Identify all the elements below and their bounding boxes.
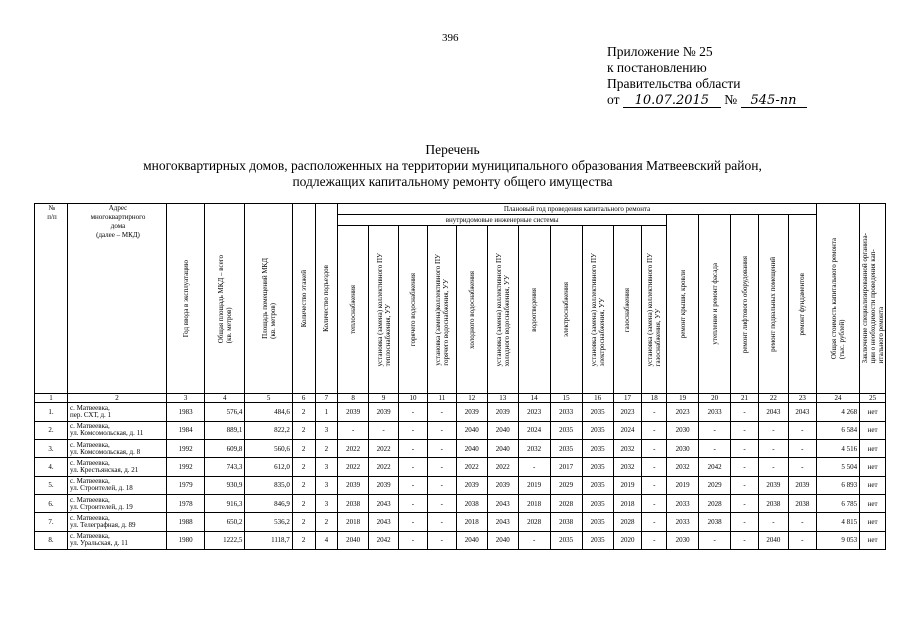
header-facade: утепление и ремонт фасада: [699, 215, 731, 394]
table-cell: 2040: [487, 440, 518, 458]
table-cell: 4 815: [816, 513, 859, 531]
table-cell: 2: [292, 495, 315, 513]
table-cell: 2018: [518, 495, 550, 513]
address-cell: с. Матвеевка, ул. Комсомольская, д. 8: [68, 440, 167, 458]
header-num: № п/п: [35, 204, 68, 394]
header-total-cost: Общая стоимость капитального ремонта (тыс. рублей): [816, 204, 859, 394]
table-cell: 1979: [167, 476, 205, 494]
column-number-cell: 2: [68, 394, 167, 403]
table-cell: 2022: [369, 458, 399, 476]
table-cell: 2043: [369, 513, 399, 531]
table-cell: 2035: [550, 440, 582, 458]
table-cell: -: [731, 476, 759, 494]
table-cell: 1984: [167, 421, 205, 439]
table-cell: -: [399, 476, 428, 494]
table-cell: 2033: [550, 403, 582, 421]
table-cell: 2040: [487, 531, 518, 549]
table-cell: -: [642, 513, 667, 531]
table-cell: 2024: [518, 421, 550, 439]
header-gas: газоснабжения: [613, 226, 642, 394]
header-hot-water: горячего водоснабжения: [399, 226, 428, 394]
table-cell: 2029: [550, 476, 582, 494]
column-number-cell: 12: [456, 394, 487, 403]
appendix-title: Приложение № 25: [607, 44, 713, 59]
table-cell: 536,2: [245, 513, 292, 531]
table-cell: -: [699, 440, 731, 458]
table-cell: -: [399, 513, 428, 531]
header-drainage: водоотведения: [518, 226, 550, 394]
table-cell: 612,0: [245, 458, 292, 476]
page-number: 396: [442, 32, 459, 44]
table-cell: -: [758, 458, 788, 476]
table-cell: -: [642, 403, 667, 421]
header-premises-area: Площадь помещений МКД (кв. метров): [245, 204, 292, 394]
column-number-cell: 16: [582, 394, 613, 403]
document-title: [0, 142, 905, 190]
table-cell: -: [758, 421, 788, 439]
table-cell: 2040: [456, 421, 487, 439]
table-cell: 2032: [667, 458, 699, 476]
address-cell: с. Матвеевка, ул. Строителей, д. 19: [68, 495, 167, 513]
table-cell: 1980: [167, 531, 205, 549]
table-cell: 2035: [582, 495, 613, 513]
table-cell: 2023: [518, 403, 550, 421]
table-cell: 2043: [487, 495, 518, 513]
table-cell: 2019: [613, 476, 642, 494]
table-cell: -: [427, 476, 456, 494]
table-cell: -: [642, 440, 667, 458]
column-number-cell: 4: [205, 394, 245, 403]
table-cell: 2: [315, 513, 338, 531]
row-number-cell: 1.: [35, 403, 68, 421]
table-cell: 2040: [456, 440, 487, 458]
table-cell: 2: [292, 403, 315, 421]
table-row: [35, 513, 886, 531]
table-cell: 3: [315, 495, 338, 513]
table-cell: 2020: [613, 531, 642, 549]
table-cell: 2018: [456, 513, 487, 531]
table-cell: 1992: [167, 458, 205, 476]
header-electricity-meter: установка (замена) коллективного ПУ электроснабжения, УУ: [582, 226, 613, 394]
table-cell: -: [731, 421, 759, 439]
table-cell: -: [399, 440, 428, 458]
table-cell: 2030: [667, 421, 699, 439]
table-cell: -: [642, 476, 667, 494]
header-entrances: Количество подъездов: [315, 204, 338, 394]
table-cell: -: [427, 403, 456, 421]
appendix-block: [607, 44, 807, 108]
repair-schedule-table: [34, 203, 886, 550]
table-cell: нет: [860, 495, 886, 513]
table-cell: 5 504: [816, 458, 859, 476]
table-cell: -: [788, 440, 816, 458]
table-cell: 6 785: [816, 495, 859, 513]
table-cell: 6 893: [816, 476, 859, 494]
table-cell: -: [399, 403, 428, 421]
table-cell: 1978: [167, 495, 205, 513]
table-cell: -: [427, 531, 456, 549]
column-number-cell: 17: [613, 394, 642, 403]
address-cell: с. Матвеевка, ул. Уральская, д. 11: [68, 531, 167, 549]
table-cell: 2: [292, 458, 315, 476]
header-electricity: электроснабжения: [550, 226, 582, 394]
table-cell: -: [758, 440, 788, 458]
header-heat-meter: установка (замена) коллективного ПУ теплоснабжения, УУ: [369, 226, 399, 394]
table-cell: 2028: [613, 513, 642, 531]
table-cell: 4 268: [816, 403, 859, 421]
column-number-cell: 11: [427, 394, 456, 403]
column-number-cell: 9: [369, 394, 399, 403]
table-cell: -: [642, 531, 667, 549]
table-cell: 846,9: [245, 495, 292, 513]
table-cell: -: [369, 421, 399, 439]
table-cell: 2022: [456, 458, 487, 476]
table-cell: 2022: [338, 458, 369, 476]
table-cell: -: [642, 421, 667, 439]
row-number-cell: 8.: [35, 531, 68, 549]
table-cell: -: [642, 458, 667, 476]
table-cell: 4 516: [816, 440, 859, 458]
table-cell: -: [427, 513, 456, 531]
appendix-date-line: [607, 92, 807, 108]
table-cell: 2038: [338, 495, 369, 513]
table-cell: 2: [292, 531, 315, 549]
table-row: [35, 495, 886, 513]
number-prefix: №: [724, 92, 738, 107]
title-line-2: многоквартирных домов, расположенных на территории муниципального образования Матвеевский район,: [143, 158, 762, 173]
table-cell: 2038: [758, 495, 788, 513]
table-cell: 2017: [550, 458, 582, 476]
table-cell: -: [427, 458, 456, 476]
table-cell: 2023: [613, 403, 642, 421]
column-number-cell: 20: [699, 394, 731, 403]
table-cell: 2035: [582, 440, 613, 458]
table-cell: -: [427, 421, 456, 439]
table-row: [35, 403, 886, 421]
table-cell: 2: [292, 476, 315, 494]
table-cell: 560,6: [245, 440, 292, 458]
table-cell: -: [731, 513, 759, 531]
row-number-cell: 4.: [35, 458, 68, 476]
table-cell: 2042: [369, 531, 399, 549]
table-cell: 2039: [338, 403, 369, 421]
table-cell: -: [699, 421, 731, 439]
table-cell: 2040: [338, 531, 369, 549]
table-row: [35, 440, 886, 458]
table-cell: -: [399, 458, 428, 476]
column-number-cell: 18: [642, 394, 667, 403]
table-cell: 2039: [338, 476, 369, 494]
column-number-row: [35, 394, 886, 403]
handwritten-date: 10.07.2015: [623, 94, 721, 108]
table-cell: -: [518, 531, 550, 549]
table-cell: 2: [292, 513, 315, 531]
table-cell: 2032: [613, 440, 642, 458]
table-cell: 2018: [613, 495, 642, 513]
table-cell: 2039: [788, 476, 816, 494]
appendix-line-2: к постановлению: [607, 60, 707, 75]
table-cell: 2032: [518, 440, 550, 458]
table-cell: -: [699, 531, 731, 549]
header-elevator: ремонт лифтового оборудования: [731, 215, 759, 394]
column-number-cell: 23: [788, 394, 816, 403]
table-cell: -: [788, 458, 816, 476]
column-number-cell: 14: [518, 394, 550, 403]
table-cell: нет: [860, 458, 886, 476]
table-row: [35, 476, 886, 494]
table-cell: 2035: [550, 531, 582, 549]
table-cell: 2033: [667, 513, 699, 531]
table-cell: 2042: [699, 458, 731, 476]
table-cell: 2043: [758, 403, 788, 421]
column-number-cell: 8: [338, 394, 369, 403]
column-number-cell: 1: [35, 394, 68, 403]
address-cell: с. Матвеевка, ул. Телеграфная, д. 89: [68, 513, 167, 531]
table-cell: 2040: [456, 531, 487, 549]
column-number-cell: 3: [167, 394, 205, 403]
table-cell: 2039: [487, 403, 518, 421]
table-cell: 2043: [487, 513, 518, 531]
column-number-cell: 7: [315, 394, 338, 403]
table-cell: 2035: [582, 476, 613, 494]
address-cell: с. Матвеевка, ул. Крестьянская, д. 21: [68, 458, 167, 476]
table-cell: 2035: [582, 513, 613, 531]
appendix-line-3: Правительства области: [607, 76, 741, 91]
header-cold-water-meter: установка (замена) коллективного ПУ холодного водоснабжения, УУ: [487, 226, 518, 394]
table-cell: 2035: [582, 403, 613, 421]
table-cell: 2035: [582, 531, 613, 549]
column-number-cell: 5: [245, 394, 292, 403]
date-prefix: от: [607, 92, 620, 107]
table-cell: 1118,7: [245, 531, 292, 549]
table-cell: 835,0: [245, 476, 292, 494]
table-cell: 2039: [487, 476, 518, 494]
table-cell: 916,3: [205, 495, 245, 513]
table-cell: нет: [860, 531, 886, 549]
header-address: Адрес многоквартирного дома (далее – МКД): [68, 204, 167, 394]
address-cell: с. Матвеевка, пер. СХТ, д. 1: [68, 403, 167, 421]
table-cell: -: [731, 531, 759, 549]
table-cell: 2: [315, 440, 338, 458]
header-floors: Количество этажей: [292, 204, 315, 394]
header-row-1: [35, 204, 886, 215]
table-cell: 484,6: [245, 403, 292, 421]
address-cell: с. Матвеевка, ул. Строителей, д. 18: [68, 476, 167, 494]
table-cell: нет: [860, 440, 886, 458]
table-row: [35, 458, 886, 476]
column-number-cell: 6: [292, 394, 315, 403]
table-cell: 1222,5: [205, 531, 245, 549]
table-cell: 2038: [699, 513, 731, 531]
header-year-built: Год ввода в эксплуатацию: [167, 204, 205, 394]
table-cell: 3: [315, 458, 338, 476]
table-cell: 2022: [338, 440, 369, 458]
table-cell: 3: [315, 476, 338, 494]
table-cell: нет: [860, 403, 886, 421]
table-cell: 2035: [582, 458, 613, 476]
column-number-cell: 22: [758, 394, 788, 403]
table-cell: нет: [860, 476, 886, 494]
table-cell: -: [788, 531, 816, 549]
table-cell: 2023: [667, 403, 699, 421]
table-cell: -: [399, 531, 428, 549]
table-cell: 2030: [667, 440, 699, 458]
table-cell: 2019: [518, 476, 550, 494]
table-cell: -: [731, 458, 759, 476]
row-number-cell: 5.: [35, 476, 68, 494]
table-cell: 1983: [167, 403, 205, 421]
header-hot-water-meter: установка (замена)коллективного ПУ горячего водоснабжения, УУ: [427, 226, 456, 394]
title-line-3: подлежащих капитальному ремонту общего имущества: [292, 174, 613, 189]
table-cell: 2033: [667, 495, 699, 513]
table-cell: 650,2: [205, 513, 245, 531]
table-cell: -: [788, 513, 816, 531]
table-cell: 2040: [487, 421, 518, 439]
header-basement: ремонт подвальных помещений: [758, 215, 788, 394]
header-total-area: Общая площадь МКД – всего (кв. метров): [205, 204, 245, 394]
table-cell: 2039: [456, 403, 487, 421]
table-cell: 2038: [456, 495, 487, 513]
column-number-cell: 21: [731, 394, 759, 403]
column-number-cell: 10: [399, 394, 428, 403]
table-cell: -: [758, 513, 788, 531]
table-cell: 2039: [758, 476, 788, 494]
table-cell: нет: [860, 513, 886, 531]
handwritten-number: 545-пп: [741, 94, 807, 108]
table-cell: 930,9: [205, 476, 245, 494]
column-number-cell: 13: [487, 394, 518, 403]
table-cell: -: [427, 495, 456, 513]
table-cell: -: [427, 440, 456, 458]
table-cell: -: [788, 421, 816, 439]
table-cell: 4: [315, 531, 338, 549]
header-planned-year: Плановый год проведения капитального ремонта: [338, 204, 817, 215]
table-cell: 2038: [550, 513, 582, 531]
table-cell: 2: [292, 421, 315, 439]
table-cell: 2022: [369, 440, 399, 458]
column-number-cell: 24: [816, 394, 859, 403]
table-row: [35, 531, 886, 549]
header-conclusion: Заключение специализированной организа- ции о необходимости проведения кап- итального ремонта: [860, 204, 886, 394]
table-cell: 609,8: [205, 440, 245, 458]
table-cell: 3: [315, 421, 338, 439]
table-row: [35, 421, 886, 439]
header-foundation: ремонт фундаментов: [788, 215, 816, 394]
row-number-cell: 6.: [35, 495, 68, 513]
table-cell: 2043: [788, 403, 816, 421]
table-cell: 889,1: [205, 421, 245, 439]
table-cell: 2033: [699, 403, 731, 421]
table-cell: 2038: [788, 495, 816, 513]
table-cell: -: [338, 421, 369, 439]
table-cell: 2030: [667, 531, 699, 549]
table-cell: -: [731, 440, 759, 458]
table-cell: -: [642, 495, 667, 513]
table-cell: 576,4: [205, 403, 245, 421]
table-cell: 2: [292, 440, 315, 458]
table-cell: 9 053: [816, 531, 859, 549]
table-cell: 2043: [369, 495, 399, 513]
header-heat: теплоснабжения: [338, 226, 369, 394]
table-cell: -: [399, 421, 428, 439]
table-cell: -: [518, 458, 550, 476]
address-cell: с. Матвеевка, ул. Комсомольская, д. 11: [68, 421, 167, 439]
table-cell: 2032: [613, 458, 642, 476]
table-cell: 2039: [369, 476, 399, 494]
header-engineering-systems: внутридомовые инженерные системы: [338, 215, 667, 226]
table-cell: 2035: [582, 421, 613, 439]
table-cell: 2039: [456, 476, 487, 494]
table-cell: 2028: [550, 495, 582, 513]
row-number-cell: 3.: [35, 440, 68, 458]
table-cell: 2029: [699, 476, 731, 494]
table-cell: 2022: [487, 458, 518, 476]
table-cell: 2028: [699, 495, 731, 513]
table-cell: 1992: [167, 440, 205, 458]
header-roof: ремонт крыши, кровли: [667, 215, 699, 394]
column-number-cell: 25: [860, 394, 886, 403]
table-cell: -: [399, 495, 428, 513]
table-cell: 1: [315, 403, 338, 421]
table-cell: 743,3: [205, 458, 245, 476]
row-number-cell: 2.: [35, 421, 68, 439]
table-cell: 2018: [338, 513, 369, 531]
column-number-cell: 15: [550, 394, 582, 403]
table-cell: 1988: [167, 513, 205, 531]
table-cell: 2024: [613, 421, 642, 439]
header-cold-water: холодного водоснабжения: [456, 226, 487, 394]
table-cell: -: [731, 403, 759, 421]
table-cell: нет: [860, 421, 886, 439]
table-cell: -: [731, 495, 759, 513]
table-cell: 6 584: [816, 421, 859, 439]
table-cell: 2019: [667, 476, 699, 494]
header-gas-meter: установка (замена) коллективного ПУ газоснабжения, УУ: [642, 226, 667, 394]
title-line-1: Перечень: [425, 142, 480, 157]
table-cell: 2035: [550, 421, 582, 439]
table-cell: 822,2: [245, 421, 292, 439]
row-number-cell: 7.: [35, 513, 68, 531]
column-number-cell: 19: [667, 394, 699, 403]
table-cell: 2028: [518, 513, 550, 531]
table-cell: 2039: [369, 403, 399, 421]
table-cell: 2040: [758, 531, 788, 549]
